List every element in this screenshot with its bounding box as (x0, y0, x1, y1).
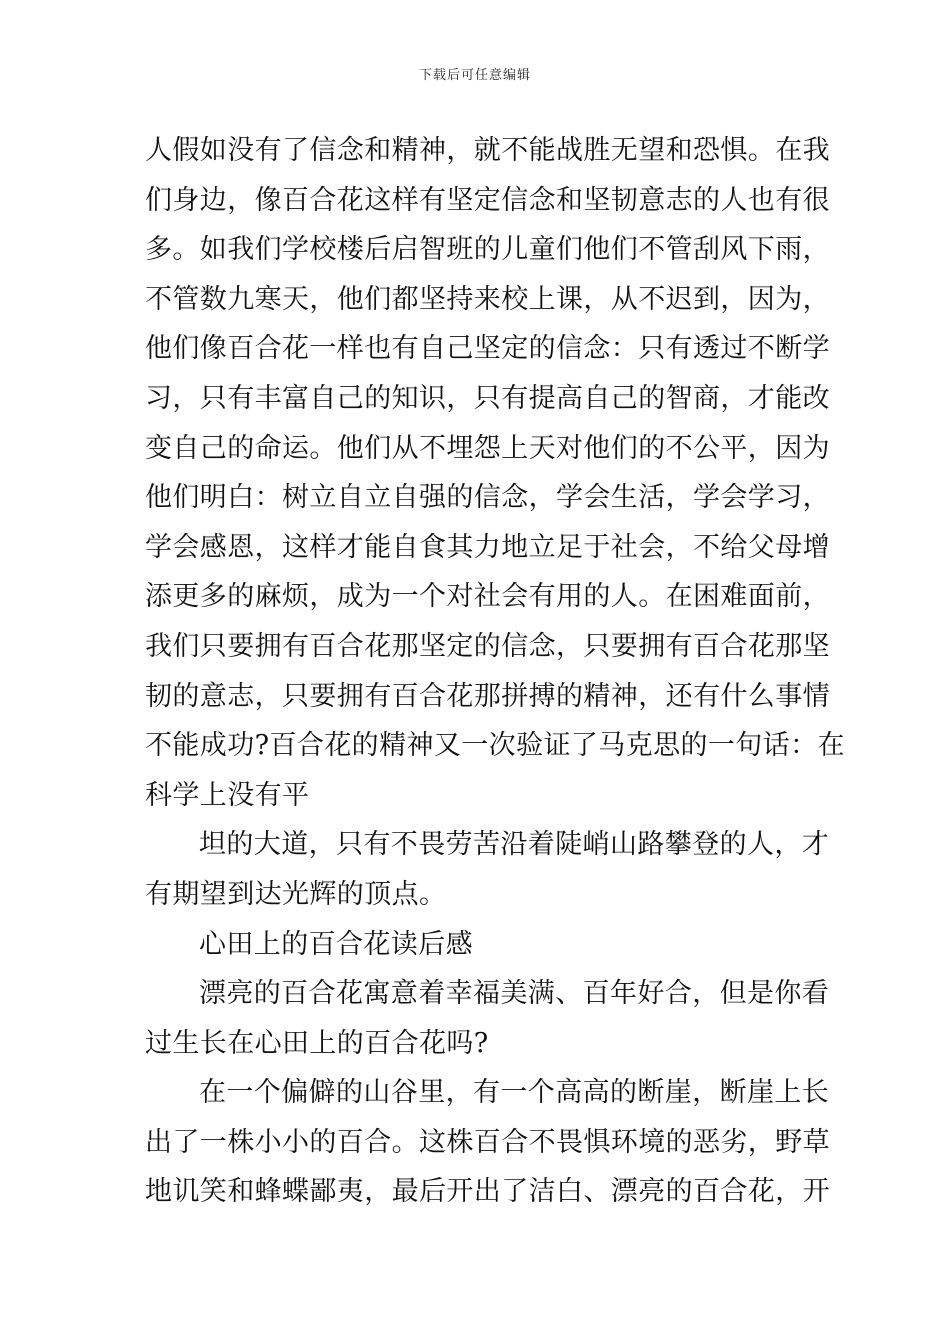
text-line: 他们像百合花一样也有自己坚定的信念：只有透过不断学 (145, 333, 830, 365)
text-line: 出了一株小小的百合。这株百合不畏惧环境的恶劣，野草 (145, 1126, 830, 1158)
text-line: 我们只要拥有百合花那坚定的信念，只要拥有百合花那坚 (145, 630, 830, 662)
text-line: 不能成功?百合花的精神又一次验证了马克思的一句话：在 (145, 730, 845, 762)
text-line: 学会感恩，这样才能自食其力地立足于社会，不给父母增 (145, 531, 830, 563)
text-line: 韧的意志，只要拥有百合花那拼搏的精神，还有什么事情 (145, 680, 830, 712)
text-line: 人假如没有了信念和精神，就不能战胜无望和恐惧。在我 (145, 135, 830, 166)
page-header-note: 下载后可任意编辑 (418, 68, 531, 83)
text-line: 有期望到达光辉的顶点。 (145, 878, 447, 910)
text-line: 多。如我们学校楼后启智班的儿童们他们不管刮风下雨， (145, 234, 830, 266)
text-line: 变自己的命运。他们从不埋怨上天对他们的不公平，因为 (145, 432, 830, 464)
text-line: 地讥笑和蜂蝶鄙夷，最后开出了洁白、漂亮的百合花，开 (145, 1176, 830, 1208)
paragraph-start-line: 在一个偏僻的山谷里，有一个高高的断崖，断崖上长 (199, 1077, 830, 1109)
text-line: 习，只有丰富自己的知识，只有提高自己的智商，才能改 (145, 382, 830, 414)
text-line: 过生长在心田上的百合花吗? (145, 1027, 489, 1059)
text-line: 科学上没有平 (145, 779, 310, 811)
text-line: 们身边，像百合花这样有坚定信念和坚韧意志的人也有很 (145, 184, 830, 216)
section-title: 心田上的百合花读后感 (199, 928, 473, 960)
text-line: 添更多的麻烦，成为一个对社会有用的人。在困难面前， (145, 581, 830, 613)
text-line: 他们明白：树立自立自强的信念，学会生活，学会学习， (145, 482, 830, 514)
paragraph-start-line: 坦的大道，只有不畏劳苦沿着陡峭山路攀登的人，才 (199, 829, 830, 861)
paragraph-start-line: 漂亮的百合花寓意着幸福美满、百年好合，但是你看 (199, 978, 830, 1010)
text-line: 不管数九寒天，他们都坚持来校上课，从不迟到，因为， (145, 283, 830, 315)
document-body (145, 126, 845, 1217)
